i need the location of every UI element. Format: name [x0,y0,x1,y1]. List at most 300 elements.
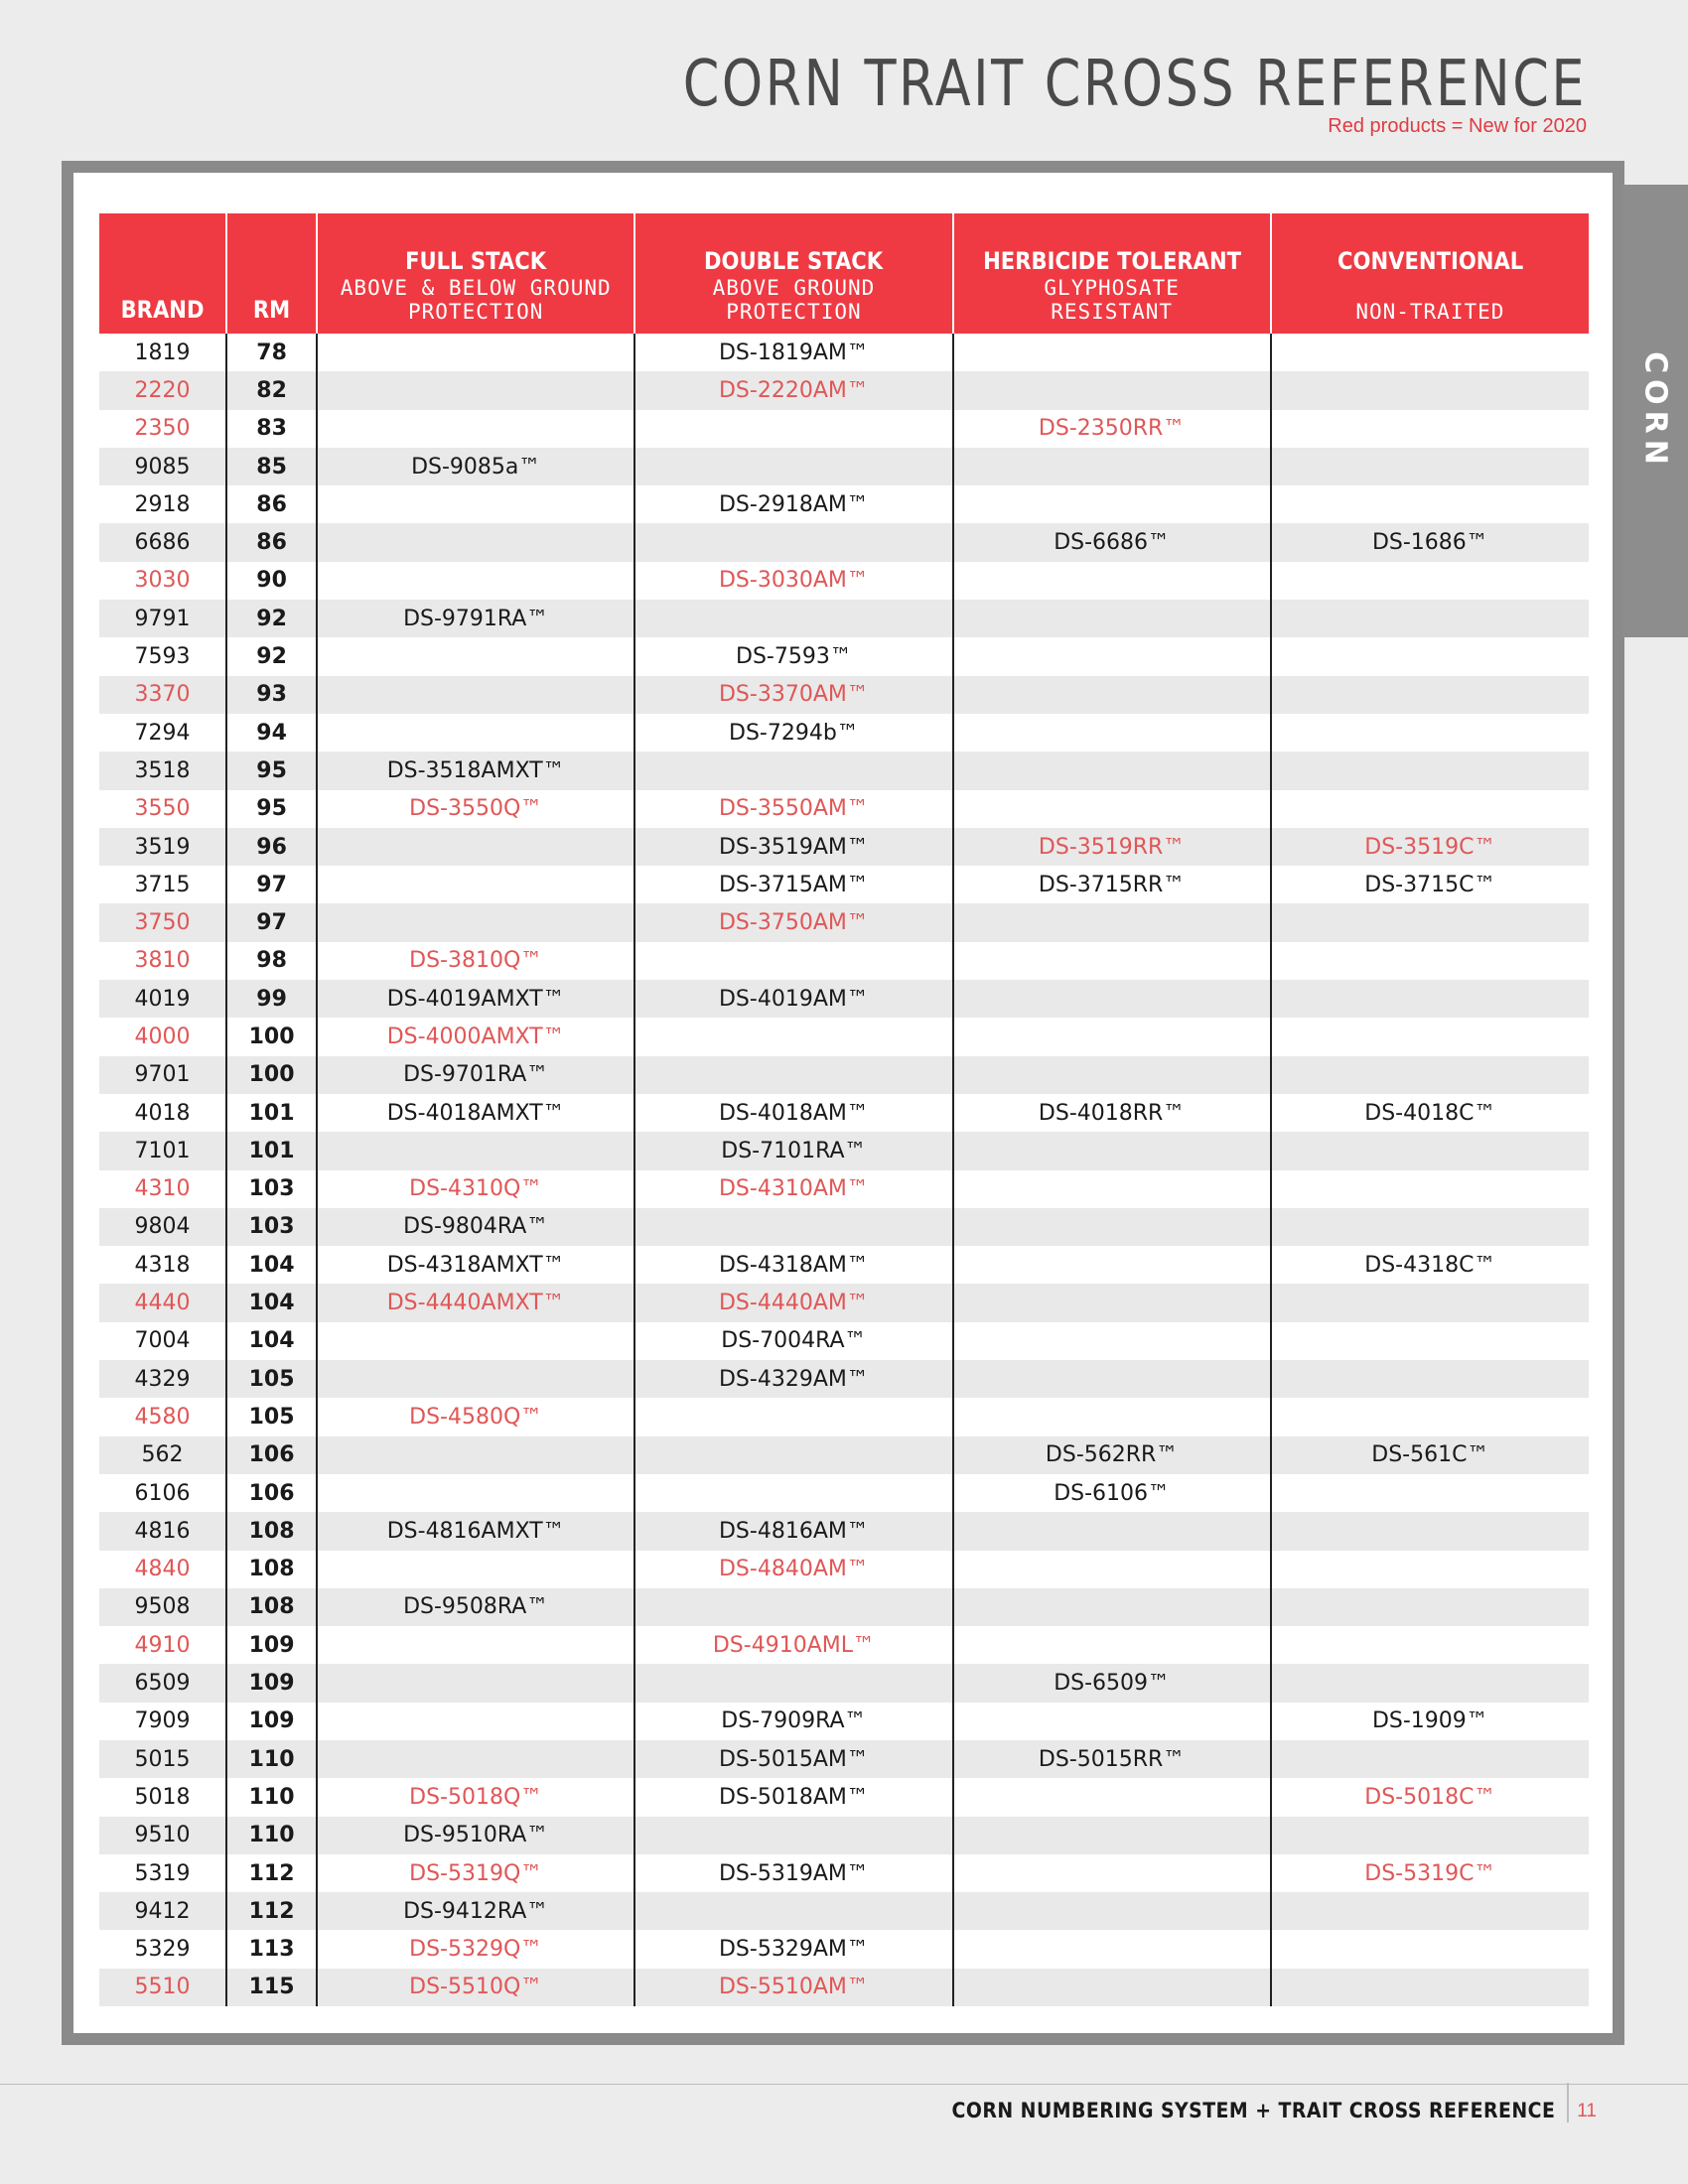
cell-rm: 104 [226,1284,317,1321]
cell-full-stack [317,1740,634,1778]
table-header-row [99,213,1589,334]
cell-conventional [1271,600,1589,637]
cell-rm: 90 [226,562,317,600]
cell-full-stack: DS-5018Q™ [317,1778,634,1816]
cell-conventional [1271,1170,1589,1208]
cell-brand: 7294 [134,720,191,746]
footer-divider [0,2084,1688,2085]
cell-rm: 113 [226,1930,317,1968]
table-row [99,1436,1589,1474]
cell-full-stack: DS-9508RA™ [317,1588,634,1626]
cell-conventional [1271,334,1589,371]
table-row [99,1778,1589,1816]
cell-full-stack [317,1436,634,1474]
cell-brand: 4019 [99,980,226,1018]
cell-double-stack: DS-4440AM™ [634,1284,952,1321]
table-row [99,1170,1589,1208]
new-products-note: Red products = New for 2020 [1328,115,1587,137]
cell-double-stack: DS-3370AM™ [634,676,952,714]
cell-rm: 83 [226,410,317,448]
cell-brand: 3715 [134,872,191,897]
cell-brand: 5018 [134,1784,191,1810]
cell-brand: 4000 [134,1024,191,1049]
cell-herbicide-tolerant: DS-5015RR™ [953,1740,1271,1778]
full-stack-title: FULL STACK [405,247,547,275]
table-row [99,1892,1589,1930]
cell-herbicide-tolerant: DS-6106™ [953,1474,1271,1512]
cell-conventional: DS-5018C™ [1271,1778,1589,1816]
table-row [99,1817,1589,1854]
cell-brand: 9701 [99,1056,226,1094]
cell-full-stack: DS-4018AMXT™ [317,1094,634,1132]
cell-conventional [1271,1360,1589,1398]
cell-full-stack: DS-5510Q™ [317,1969,634,2006]
cell-brand: 4318 [134,1252,191,1278]
cell-full-stack [317,1132,634,1169]
cell-rm: 100 [226,1018,317,1055]
cell-full-stack [317,828,634,866]
cell-herbicide-tolerant [953,1892,1271,1930]
table-row [99,1969,1589,2006]
cell-herbicide-tolerant [953,637,1271,675]
cell-conventional [1271,751,1589,789]
cell-rm: 109 [226,1664,317,1702]
cell-full-stack [317,562,634,600]
cell-full-stack [317,1322,634,1360]
cell-herbicide-tolerant [953,448,1271,485]
cell-conventional [1271,1056,1589,1094]
cell-full-stack: DS-9804RA™ [317,1208,634,1246]
cell-conventional: DS-1909™ [1271,1703,1589,1740]
cell-double-stack: DS-7294b™ [634,714,952,751]
column-header-herbicide-tolerant [953,213,1271,334]
cell-full-stack [317,1703,634,1740]
cell-brand: 3750 [99,903,226,941]
cell-full-stack: DS-4019AMXT™ [317,980,634,1018]
section-tab-label: CORN [1637,351,1673,471]
cell-rm: 94 [226,714,317,751]
cell-herbicide-tolerant [953,1056,1271,1094]
cell-rm: 97 [226,866,317,903]
cell-rm: 101 [226,1132,317,1169]
conventional-title: CONVENTIONAL [1336,247,1523,275]
cell-herbicide-tolerant [953,1626,1271,1664]
cell-conventional [1271,1930,1589,1968]
cell-full-stack: DS-3550Q™ [317,790,634,828]
cell-conventional [1271,1132,1589,1169]
table-row [99,1246,1589,1284]
cell-brand: 2220 [99,371,226,409]
cell-herbicide-tolerant [953,1930,1271,1968]
cell-conventional [1271,1626,1589,1664]
cell-full-stack [317,485,634,523]
cell-full-stack [317,903,634,941]
table-row [99,600,1589,637]
cell-brand: 9804 [99,1208,226,1246]
cell-brand: 3030 [134,568,191,594]
cell-conventional [1271,676,1589,714]
cell-brand: 9508 [99,1588,226,1626]
table-row [99,1398,1589,1435]
cell-conventional: DS-4018C™ [1271,1094,1589,1132]
cell-double-stack [634,1056,952,1094]
cell-brand: 4310 [134,1176,191,1202]
cell-rm: 110 [226,1778,317,1816]
cell-brand: 7593 [134,644,191,670]
column-header-brand: BRAND [99,213,226,334]
cell-conventional [1271,448,1589,485]
cell-full-stack: DS-4580Q™ [317,1398,634,1435]
table-row [99,1474,1589,1512]
cell-full-stack: DS-3810Q™ [317,942,634,980]
cell-brand: 7909 [134,1708,191,1734]
cell-herbicide-tolerant [953,1284,1271,1321]
cell-herbicide-tolerant [953,562,1271,600]
cell-full-stack: DS-3518AMXT™ [317,751,634,789]
table-row [99,1284,1589,1321]
cell-herbicide-tolerant [953,1778,1271,1816]
cell-double-stack: DS-3550AM™ [634,790,952,828]
cell-herbicide-tolerant [953,1969,1271,2006]
cell-rm: 86 [226,485,317,523]
conventional-subtitle: NON-TRAITED [1355,300,1505,324]
table-row [99,790,1589,828]
cell-conventional [1271,980,1589,1018]
table-row [99,1703,1589,1740]
cell-herbicide-tolerant [953,1360,1271,1398]
cell-brand: 3518 [99,751,226,789]
page-number: 11 [1577,2101,1597,2121]
cell-conventional [1271,637,1589,675]
cell-double-stack [634,1398,952,1435]
cell-full-stack [317,371,634,409]
cell-herbicide-tolerant [953,485,1271,523]
cell-rm: 92 [226,637,317,675]
footer-section-title: CORN NUMBERING SYSTEM + TRAIT CROSS REFERENCE [951,2099,1555,2122]
cell-full-stack [317,410,634,448]
cell-herbicide-tolerant [953,1246,1271,1284]
cell-full-stack [317,637,634,675]
cell-conventional [1271,790,1589,828]
cell-rm: 109 [226,1626,317,1664]
cell-herbicide-tolerant [953,1512,1271,1550]
cell-rm: 105 [226,1398,317,1435]
cell-full-stack: DS-4000AMXT™ [317,1018,634,1055]
table-row [99,676,1589,714]
cell-double-stack: DS-4310AM™ [634,1170,952,1208]
cell-conventional: DS-3519C™ [1271,828,1589,866]
cell-double-stack: DS-7101RA™ [634,1132,952,1169]
cell-double-stack [634,600,952,637]
table-row [99,714,1589,751]
cell-conventional: DS-1686™ [1271,523,1589,561]
cell-herbicide-tolerant [953,1208,1271,1246]
cell-full-stack: DS-4816AMXT™ [317,1512,634,1550]
table-row [99,334,1589,371]
cell-rm: 95 [226,751,317,789]
cell-conventional [1271,1588,1589,1626]
table-row [99,1930,1589,1968]
cell-conventional [1271,942,1589,980]
table-row [99,751,1589,789]
column-header-conventional [1271,213,1589,334]
cell-rm: 78 [226,334,317,371]
cell-conventional [1271,1969,1589,2006]
cell-rm: 95 [226,790,317,828]
cell-brand: 9085 [99,448,226,485]
cell-double-stack [634,1436,952,1474]
cell-full-stack: DS-9085a™ [317,448,634,485]
cell-conventional: DS-3715C™ [1271,866,1589,903]
cell-rm: 92 [226,600,317,637]
cell-herbicide-tolerant [953,1817,1271,1854]
cell-herbicide-tolerant: DS-562RR™ [953,1436,1271,1474]
cell-full-stack: DS-5329Q™ [317,1930,634,1968]
cell-conventional [1271,1018,1589,1055]
table-row [99,1512,1589,1550]
cell-double-stack: DS-4816AM™ [634,1512,952,1550]
cell-rm: 110 [226,1740,317,1778]
cell-full-stack: DS-9791RA™ [317,600,634,637]
herbicide-title: HERBICIDE TOLERANT [982,247,1241,275]
cell-double-stack: DS-4910AML™ [634,1626,952,1664]
cell-conventional [1271,1892,1589,1930]
cell-herbicide-tolerant [953,1703,1271,1740]
cell-rm: 96 [226,828,317,866]
cell-rm: 104 [226,1322,317,1360]
cell-herbicide-tolerant [953,1170,1271,1208]
cell-rm: 104 [226,1246,317,1284]
cell-double-stack: DS-7593™ [634,637,952,675]
cell-brand: 6509 [99,1664,226,1702]
cell-double-stack: DS-5015AM™ [634,1740,952,1778]
cell-herbicide-tolerant [953,1854,1271,1892]
table-row [99,866,1589,903]
cell-rm: 108 [226,1551,317,1588]
table-row [99,485,1589,523]
cell-rm: 108 [226,1512,317,1550]
cell-brand: 3810 [134,948,191,974]
cell-double-stack: DS-5319AM™ [634,1854,952,1892]
cell-double-stack: DS-2918AM™ [634,485,952,523]
cell-double-stack: DS-7909RA™ [634,1703,952,1740]
cell-brand: 4816 [99,1512,226,1550]
cell-rm: 115 [226,1969,317,2006]
table-row [99,371,1589,409]
cell-double-stack: DS-4840AM™ [634,1551,952,1588]
cell-brand: 5510 [99,1969,226,2006]
table-row [99,1094,1589,1132]
cell-double-stack [634,1208,952,1246]
cell-herbicide-tolerant [953,1132,1271,1169]
cell-double-stack: DS-4329AM™ [634,1360,952,1398]
footer-separator [1567,2083,1569,2122]
full-stack-subtitle: ABOVE & BELOW GROUND PROTECTION [340,276,612,324]
cell-full-stack: DS-9412RA™ [317,1892,634,1930]
cell-rm: 101 [226,1094,317,1132]
cell-conventional [1271,1664,1589,1702]
cell-herbicide-tolerant [953,1588,1271,1626]
cell-herbicide-tolerant: DS-3519RR™ [953,828,1271,866]
table-row [99,1588,1589,1626]
cell-double-stack [634,1664,952,1702]
page-title: CORN TRAIT CROSS REFERENCE [682,48,1587,121]
cell-rm: 100 [226,1056,317,1094]
cell-brand: 4018 [134,1100,191,1126]
cell-brand: 7004 [134,1328,191,1354]
cell-conventional [1271,1474,1589,1512]
cell-herbicide-tolerant [953,751,1271,789]
cell-rm: 105 [226,1360,317,1398]
cell-herbicide-tolerant: DS-2350RR™ [953,410,1271,448]
cell-herbicide-tolerant [953,334,1271,371]
table-row [99,637,1589,675]
cell-conventional [1271,1208,1589,1246]
cell-rm: 103 [226,1208,317,1246]
cell-brand: 5319 [134,1860,191,1886]
cell-herbicide-tolerant: DS-4018RR™ [953,1094,1271,1132]
cell-full-stack [317,1474,634,1512]
table-row [99,942,1589,980]
cell-conventional [1271,1398,1589,1435]
table-row [99,410,1589,448]
cell-rm: 97 [226,903,317,941]
cell-double-stack [634,1817,952,1854]
cell-brand: 3550 [134,796,191,822]
cell-brand: 5015 [99,1740,226,1778]
table-row [99,1056,1589,1094]
cell-double-stack: DS-4318AM™ [634,1246,952,1284]
table-row [99,903,1589,941]
cell-full-stack [317,334,634,371]
table-row [99,1626,1589,1664]
cell-rm: 82 [226,371,317,409]
trait-cross-reference-table [99,213,1589,2006]
cell-rm: 93 [226,676,317,714]
cell-double-stack: DS-5018AM™ [634,1778,952,1816]
cell-double-stack: DS-4018AM™ [634,1094,952,1132]
cell-double-stack: DS-5329AM™ [634,1930,952,1968]
cell-brand: 2350 [134,416,191,442]
cell-conventional [1271,1740,1589,1778]
cell-double-stack: DS-3750AM™ [634,903,952,941]
cell-full-stack [317,1360,634,1398]
column-header-rm: RM [226,213,317,334]
cell-full-stack: DS-4318AMXT™ [317,1246,634,1284]
cell-conventional: DS-561C™ [1271,1436,1589,1474]
cell-herbicide-tolerant [953,790,1271,828]
column-header-full-stack [317,213,634,334]
cell-full-stack: DS-9510RA™ [317,1817,634,1854]
cell-brand: 562 [99,1436,226,1474]
cell-herbicide-tolerant [953,1398,1271,1435]
herbicide-subtitle: GLYPHOSATE RESISTANT [1044,276,1180,324]
cell-brand: 4840 [134,1557,191,1582]
double-stack-subtitle: ABOVE GROUND PROTECTION [712,276,876,324]
cell-rm: 106 [226,1474,317,1512]
cell-full-stack [317,714,634,751]
cell-full-stack [317,866,634,903]
cell-brand: 4580 [134,1404,191,1430]
table-row [99,1018,1589,1055]
cell-brand: 4440 [99,1284,226,1321]
section-tab-corn [1622,185,1688,637]
cell-rm: 86 [226,523,317,561]
cell-rm: 112 [226,1854,317,1892]
cell-rm: 85 [226,448,317,485]
cell-herbicide-tolerant: DS-6509™ [953,1664,1271,1702]
cell-herbicide-tolerant [953,1018,1271,1055]
cell-herbicide-tolerant [953,371,1271,409]
table-row [99,1551,1589,1588]
table-row [99,562,1589,600]
cell-conventional [1271,1322,1589,1360]
cell-conventional [1271,1512,1589,1550]
cell-herbicide-tolerant [953,600,1271,637]
table-row [99,1208,1589,1246]
cell-double-stack [634,1588,952,1626]
cell-brand: 3519 [99,828,226,866]
cell-rm: 98 [226,942,317,980]
cell-herbicide-tolerant: DS-3715RR™ [953,866,1271,903]
cell-conventional [1271,1817,1589,1854]
table-row [99,448,1589,485]
cell-herbicide-tolerant [953,714,1271,751]
cell-rm: 99 [226,980,317,1018]
cell-double-stack: DS-3519AM™ [634,828,952,866]
cell-rm: 108 [226,1588,317,1626]
table-row [99,523,1589,561]
table-row [99,828,1589,866]
cell-double-stack [634,1474,952,1512]
cell-full-stack [317,1626,634,1664]
cell-herbicide-tolerant [953,980,1271,1018]
cell-full-stack [317,1551,634,1588]
cell-brand: 5329 [134,1937,191,1963]
cell-herbicide-tolerant [953,1322,1271,1360]
cell-full-stack [317,676,634,714]
cell-conventional [1271,410,1589,448]
cell-full-stack [317,1664,634,1702]
cell-double-stack: DS-3715AM™ [634,866,952,903]
cell-conventional [1271,903,1589,941]
cell-rm: 106 [226,1436,317,1474]
cell-double-stack: DS-7004RA™ [634,1322,952,1360]
cell-double-stack [634,942,952,980]
cell-double-stack [634,751,952,789]
cell-conventional [1271,562,1589,600]
cell-brand: 4329 [99,1360,226,1398]
table-row [99,980,1589,1018]
cell-herbicide-tolerant [953,942,1271,980]
cell-brand: 2918 [134,491,191,517]
cell-rm: 110 [226,1817,317,1854]
table-row [99,1322,1589,1360]
cell-rm: 109 [226,1703,317,1740]
cell-double-stack [634,448,952,485]
cell-conventional [1271,1284,1589,1321]
cell-conventional [1271,1551,1589,1588]
cell-full-stack: DS-4310Q™ [317,1170,634,1208]
cell-conventional [1271,714,1589,751]
cell-double-stack: DS-5510AM™ [634,1969,952,2006]
cell-conventional: DS-5319C™ [1271,1854,1589,1892]
table-row [99,1132,1589,1169]
cell-herbicide-tolerant: DS-6686™ [953,523,1271,561]
table-row [99,1360,1589,1398]
cell-double-stack: DS-1819AM™ [634,334,952,371]
cell-double-stack: DS-4019AM™ [634,980,952,1018]
